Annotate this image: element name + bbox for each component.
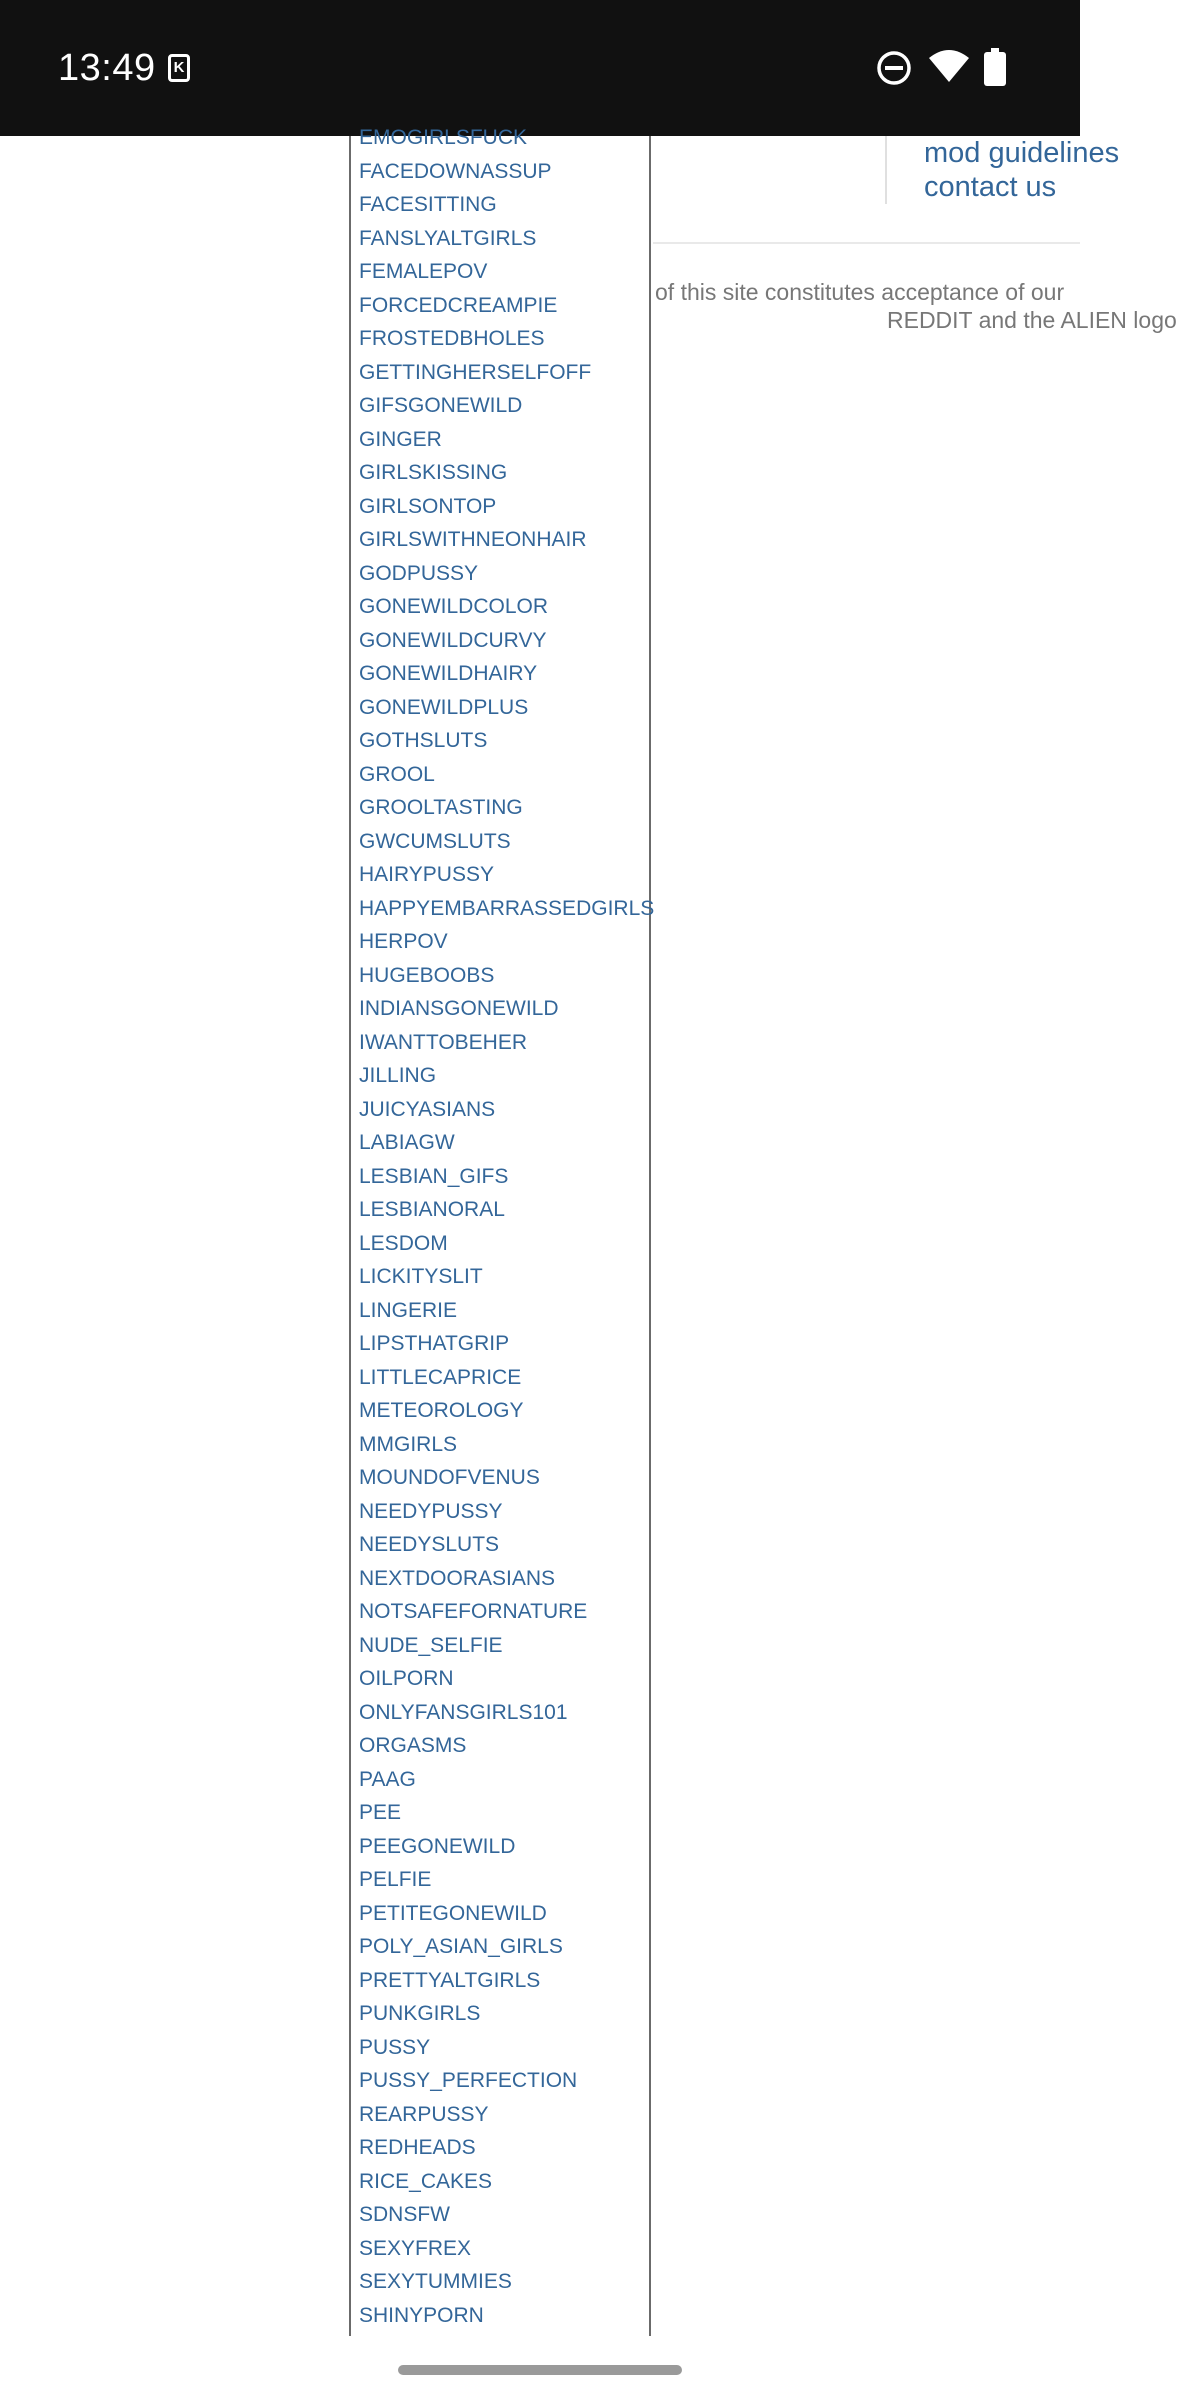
subreddit-item[interactable]: PRETTYALTGIRLS — [359, 1968, 541, 1992]
subreddit-item[interactable]: EMOGIRLSFUCK — [359, 126, 528, 149]
footer-divider — [653, 242, 1080, 244]
k-notification-icon: K — [168, 54, 190, 82]
contact-us-link[interactable]: contact us — [924, 171, 1057, 203]
subreddit-dropdown[interactable] — [349, 126, 655, 2336]
subreddit-item[interactable]: SEXYTUMMIES — [359, 2270, 512, 2293]
subreddit-item[interactable]: LESDOM — [359, 1231, 448, 1255]
subreddit-item[interactable]: RICE_CAKES — [359, 2169, 493, 2193]
subreddit-item[interactable]: FANSLYALTGIRLS — [359, 226, 537, 250]
subreddit-item[interactable]: GODPUSSY — [359, 561, 479, 585]
subreddit-item[interactable]: PUSSY — [359, 2035, 431, 2059]
subreddit-item[interactable]: FORCEDCREAMPIE — [359, 293, 558, 317]
subreddit-item[interactable]: OILPORN — [359, 1667, 454, 1690]
subreddit-item[interactable]: HERPOV — [359, 930, 448, 953]
subreddit-item[interactable]: HAIRYPUSSY — [359, 863, 494, 886]
subreddit-item[interactable]: MOUNDOFVENUS — [359, 1466, 540, 1489]
subreddit-item[interactable]: INDIANSGONEWILD — [359, 997, 559, 1020]
battery-icon — [984, 48, 1006, 86]
subreddit-item[interactable]: REDHEADS — [359, 2136, 476, 2159]
subreddit-item[interactable]: NUDE_SELFIE — [359, 1633, 503, 1657]
subreddit-item[interactable]: GONEWILDHAIRY — [359, 662, 538, 685]
subreddit-item[interactable]: LIPSTHATGRIP — [359, 1332, 510, 1355]
subreddit-item[interactable]: PETITEGONEWILD — [359, 1901, 547, 1925]
subreddit-item[interactable]: SDNSFW — [359, 2203, 450, 2226]
subreddit-item[interactable]: ORGASMS — [359, 1734, 467, 1757]
subreddit-item[interactable]: FROSTEDBHOLES — [359, 327, 545, 350]
subreddit-item[interactable]: PUNKGIRLS — [359, 2002, 481, 2025]
subreddit-item[interactable]: MMGIRLS — [359, 1432, 458, 1456]
subreddit-item[interactable]: PUSSY_PERFECTION — [359, 2069, 578, 2092]
subreddit-item[interactable]: SHINYPORN — [359, 2303, 484, 2327]
subreddit-item[interactable]: GONEWILDCURVY — [359, 628, 547, 652]
subreddit-item[interactable]: NOTSAFEFORNATURE — [359, 1600, 588, 1623]
subreddit-item[interactable]: LESBIAN_GIFS — [359, 1164, 509, 1188]
subreddit-item[interactable]: GIRLSWITHNEONHAIR — [359, 528, 587, 551]
subreddit-item[interactable]: PEEGONEWILD — [359, 1834, 516, 1858]
legal-line-2: REDDIT and the ALIEN logo — [887, 307, 1177, 333]
subreddit-item[interactable]: NEEDYPUSSY — [359, 1499, 503, 1523]
subreddit-item[interactable]: REARPUSSY — [359, 2102, 489, 2126]
subreddit-item[interactable]: PEE — [359, 1801, 402, 1824]
subreddit-item[interactable]: IWANTTOBEHER — [359, 1030, 528, 1054]
subreddit-item[interactable]: NEEDYSLUTS — [359, 1533, 500, 1556]
legal-line-1: of this site constitutes acceptance of our — [655, 279, 1065, 305]
subreddit-item[interactable]: NEXTDOORASIANS — [359, 1566, 556, 1590]
subreddit-item[interactable]: HAPPYEMBARRASSEDGIRLS — [359, 896, 655, 920]
subreddit-item[interactable]: HUGEBOOBS — [359, 963, 495, 987]
subreddit-item[interactable]: GOTHSLUTS — [359, 729, 488, 752]
subreddit-item[interactable]: SEXYFREX — [359, 2236, 472, 2260]
subreddit-item[interactable]: FACESITTING — [359, 193, 497, 216]
subreddit-item[interactable]: GONEWILDCOLOR — [359, 595, 549, 618]
subreddit-item[interactable]: GINGER — [359, 427, 442, 451]
subreddit-item[interactable]: PAAG — [359, 1767, 416, 1791]
subreddit-item[interactable]: POLY_ASIAN_GIRLS — [359, 1935, 563, 1958]
subreddit-item[interactable]: ONLYFANSGIRLS101 — [359, 1700, 568, 1724]
status-time: 13:49 — [58, 47, 156, 89]
subreddit-item[interactable]: GIRLSKISSING — [359, 461, 508, 484]
subreddit-item[interactable]: GONEWILDPLUS — [359, 695, 529, 719]
wifi-icon — [927, 48, 971, 84]
do-not-disturb-icon — [876, 50, 912, 86]
legal-text — [655, 278, 1177, 334]
subreddit-item[interactable]: FACEDOWNASSUP — [359, 159, 552, 183]
status-bar — [0, 0, 1080, 136]
subreddit-item[interactable]: METEOROLOGY — [359, 1399, 524, 1422]
subreddit-item[interactable]: JUICYASIANS — [359, 1097, 496, 1121]
subreddit-item[interactable]: LESBIANORAL — [359, 1198, 505, 1221]
mod-guidelines-link[interactable]: mod guidelines — [924, 137, 1120, 169]
subreddit-item[interactable]: GIRLSONTOP — [359, 494, 497, 518]
subreddit-item[interactable]: LINGERIE — [359, 1298, 458, 1322]
subreddit-item[interactable]: GROOLTASTING — [359, 796, 523, 819]
subreddit-item[interactable]: GETTINGHERSELFOFF — [359, 360, 592, 384]
home-indicator[interactable] — [398, 2365, 682, 2375]
subreddit-item[interactable]: LABIAGW — [359, 1131, 455, 1154]
subreddit-item[interactable]: GROOL — [359, 762, 435, 786]
subreddit-item[interactable]: LICKITYSLIT — [359, 1265, 483, 1288]
footer-links — [885, 136, 1120, 204]
subreddit-item[interactable]: LITTLECAPRICE — [359, 1365, 522, 1389]
subreddit-item[interactable]: PELFIE — [359, 1868, 432, 1891]
subreddit-item[interactable]: GWCUMSLUTS — [359, 829, 511, 853]
subreddit-item[interactable]: FEMALEPOV — [359, 260, 488, 283]
subreddit-item[interactable]: JILLING — [359, 1064, 437, 1087]
subreddit-item[interactable]: GIFSGONEWILD — [359, 394, 523, 417]
subreddit-list — [359, 121, 654, 2332]
